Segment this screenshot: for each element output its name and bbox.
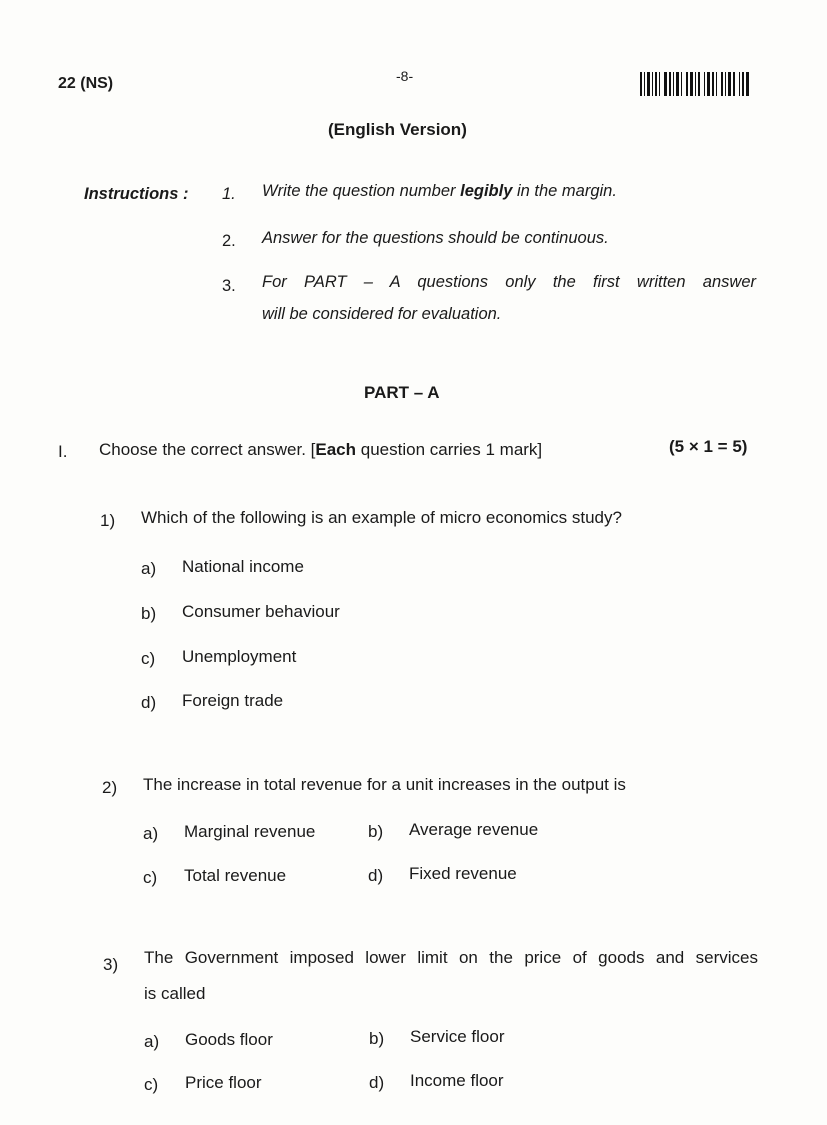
option-text: Unemployment [182, 647, 297, 666]
option-label: c) [144, 1075, 159, 1094]
option-label: a) [141, 559, 157, 578]
instruction-1 [262, 182, 617, 201]
option-text: Foreign trade [182, 691, 284, 710]
instruction-2: Answer for the questions should be continuous. [262, 229, 609, 247]
option-label: c) [141, 649, 156, 668]
option-text: Consumer behaviour [182, 602, 340, 621]
question-3-line1: The Government imposed lower limit on the price of goods and services [144, 948, 758, 967]
instruction-number: 1. [222, 185, 236, 203]
instruction-1-post: in the margin. [512, 182, 617, 200]
instruction-number: 3. [222, 277, 236, 295]
instruction-number: 2. [222, 232, 236, 250]
section-text-bold: Each [315, 440, 357, 459]
instruction-1-bold: legibly [460, 182, 513, 200]
option-label: a) [144, 1032, 160, 1051]
question-number: 3) [103, 955, 119, 974]
part-title: PART – A [364, 383, 440, 402]
section-text-pre: Choose the correct answer. [ [99, 440, 316, 459]
question-1-text: Which of the following is an example of micro economics study? [141, 508, 622, 527]
question-2-text: The increase in total revenue for a unit increases in the output is [143, 775, 626, 794]
option-text: Fixed revenue [409, 864, 517, 883]
instruction-3-line1: For PART – A questions only the first written answer [262, 273, 756, 291]
option-text: Goods floor [185, 1030, 273, 1049]
option-label: d) [368, 866, 384, 885]
question-number: 2) [102, 778, 118, 797]
instruction-1-pre: Write the question number [262, 182, 461, 200]
section-marks: (5 × 1 = 5) [669, 437, 748, 456]
option-text: Service floor [410, 1027, 505, 1046]
instructions-label: Instructions : [84, 185, 189, 203]
question-number: 1) [100, 511, 116, 530]
paper-code: 22 (NS) [58, 75, 114, 92]
option-label: c) [143, 868, 158, 887]
page-number: -8- [396, 68, 414, 84]
version-title: (English Version) [328, 120, 467, 139]
option-label: b) [141, 604, 157, 623]
section-text-post: question carries 1 mark] [356, 440, 543, 459]
option-label: a) [143, 824, 159, 843]
option-text: Price floor [185, 1073, 262, 1092]
option-text: Marginal revenue [184, 822, 316, 841]
option-text: Average revenue [409, 820, 539, 839]
option-label: d) [141, 693, 157, 712]
option-label: d) [369, 1073, 385, 1092]
question-3-line2: is called [144, 984, 206, 1003]
option-text: Income floor [410, 1071, 504, 1090]
section-roman: I. [58, 442, 68, 461]
option-label: b) [368, 822, 384, 841]
option-label: b) [369, 1029, 385, 1048]
section-instruction [99, 440, 542, 460]
barcode [640, 72, 752, 96]
option-text: National income [182, 557, 304, 576]
option-text: Total revenue [184, 866, 287, 885]
instruction-3-line2: will be considered for evaluation. [262, 305, 502, 323]
